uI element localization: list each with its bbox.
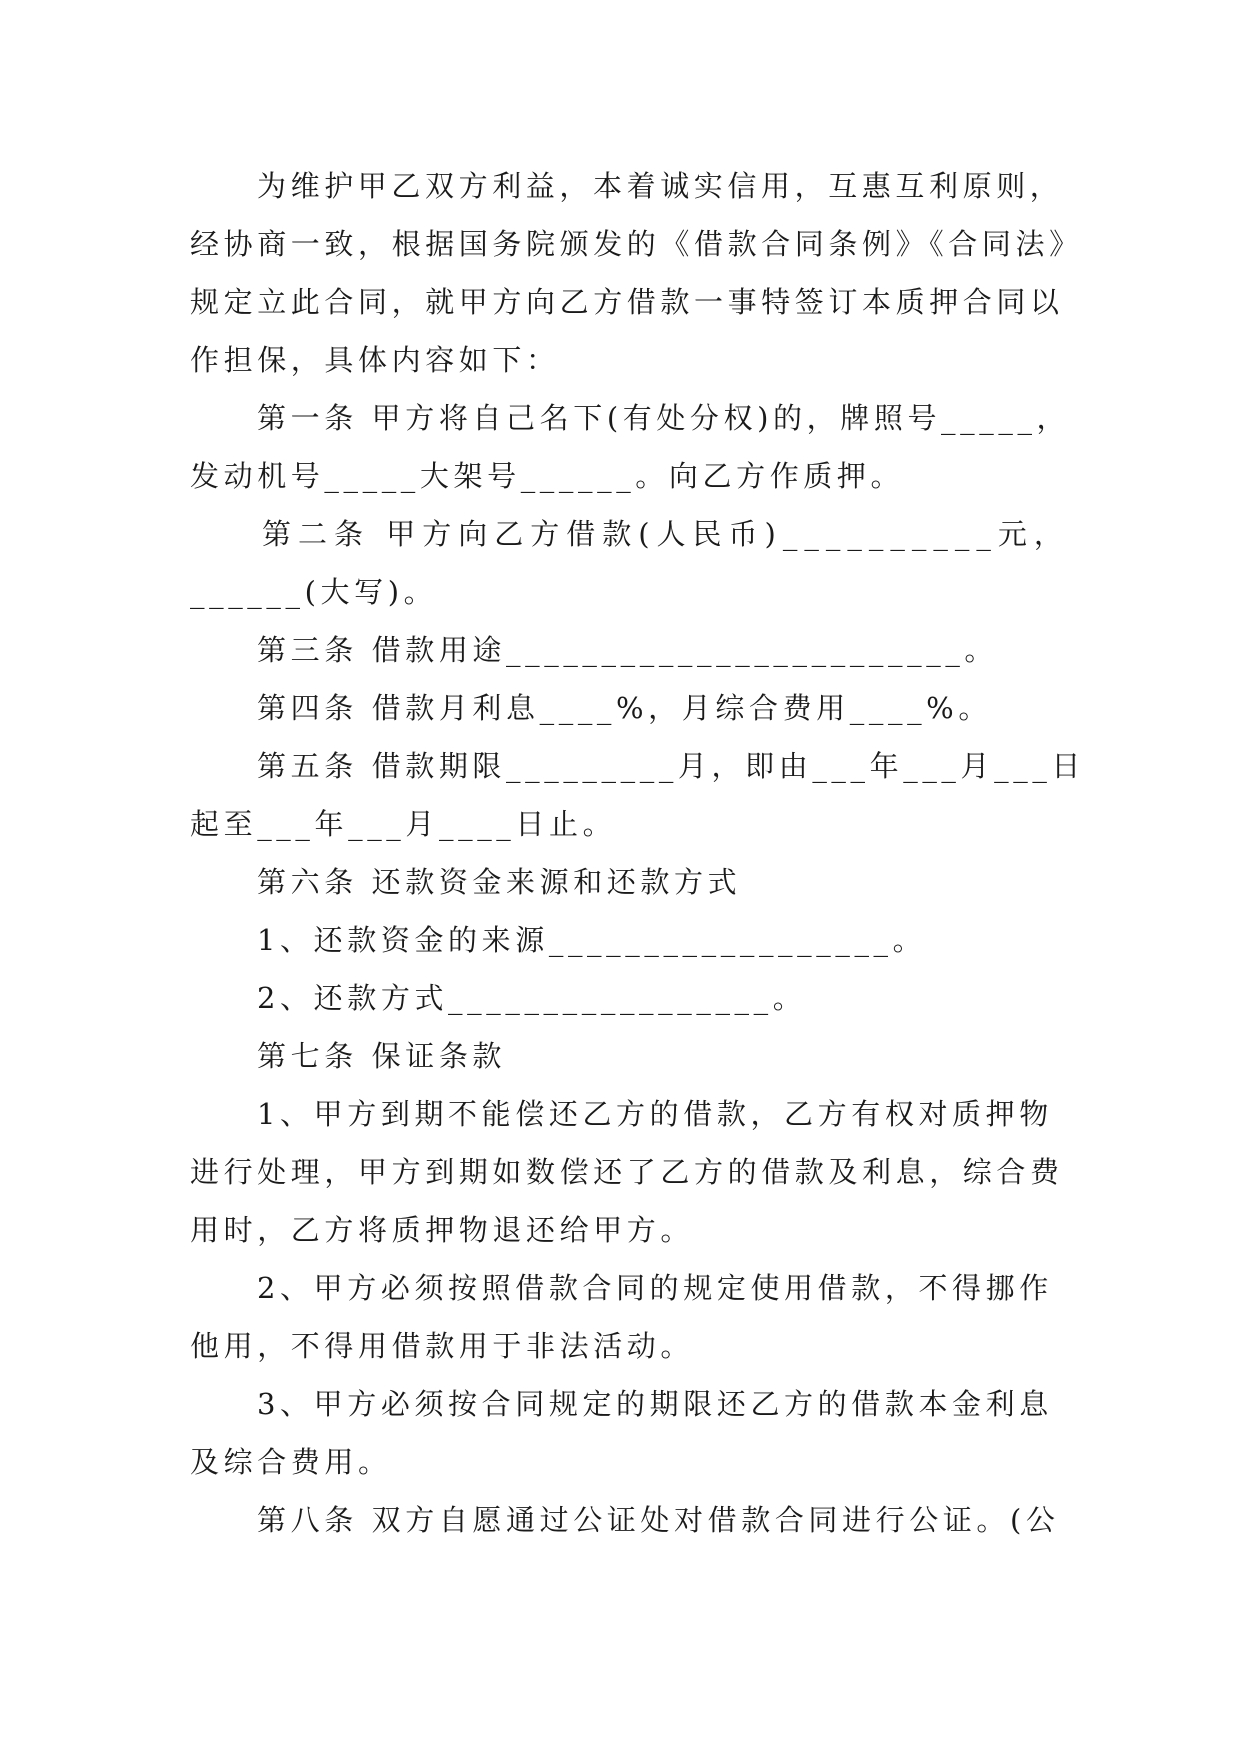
article-3: 第三条 借款用途________________________。 [257,633,999,667]
paragraph-line: 及综合费用。 [190,1445,392,1479]
article-7: 第七条 保证条款 [257,1039,507,1073]
paragraph-line: 他用，不得用借款用于非法活动。 [190,1329,695,1363]
paragraph-line: 进行处理，甲方到期如数偿还了乙方的借款及利息，综合费 [190,1155,1064,1189]
list-item: 1、甲方到期不能偿还乙方的借款，乙方有权对质押物 [257,1097,1053,1131]
list-item: 1、还款资金的来源__________________。 [257,923,927,957]
article-4: 第四条 借款月利息____%，月综合费用____%。 [257,691,992,725]
article-5: 第五条 借款期限_________月，即由___年___月___日 [257,749,1086,783]
paragraph-line: 规定立此合同，就甲方向乙方借款一事特签订本质押合同以 [190,285,1064,319]
paragraph-line: 为维护甲乙双方利益，本着诚实信用，互惠互利原则， [257,169,1064,203]
list-item: 3、甲方必须按合同规定的期限还乙方的借款本金利息 [257,1387,1053,1421]
paragraph-line: 用时，乙方将质押物退还给甲方。 [190,1213,695,1247]
list-item: 2、甲方必须按照借款合同的规定使用借款，不得挪作 [257,1271,1053,1305]
article-2: 第二条 甲方向乙方借款(人民币)__________元， [262,517,1070,551]
article-8: 第八条 双方自愿通过公证处对借款合同进行公证。(公 [257,1503,1060,1537]
paragraph-line: 起至___年___月____日止。 [190,807,617,841]
paragraph-line: 发动机号_____大架号______。向乙方作质押。 [190,459,905,493]
list-item: 2、还款方式_________________。 [257,981,807,1015]
paragraph-line: ______(大写)。 [190,575,438,609]
article-6: 第六条 还款资金来源和还款方式 [257,865,742,899]
paragraph-line: 作担保，具体内容如下： [190,343,560,377]
article-1: 第一条 甲方将自己名下(有处分权)的，牌照号_____， [257,401,1071,435]
paragraph-line: 经协商一致，根据国务院颁发的《借款合同条例》《合同法》 [190,227,1083,261]
